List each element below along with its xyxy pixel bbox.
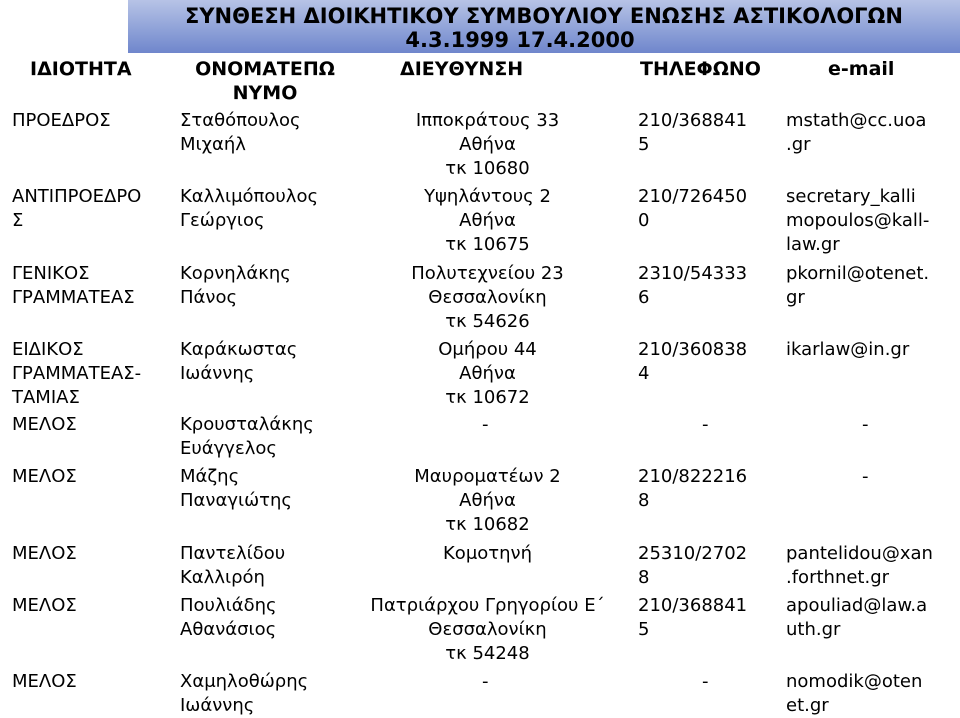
cell-email: mstath@cc.uoa .gr — [786, 110, 927, 155]
cell-address: Μαυροματέων 2 Αθήνα τκ 10682 — [414, 466, 561, 535]
cell-role: ΜΕΛΟΣ — [12, 466, 77, 487]
cell-name: Παντελίδου Καλλιρόη — [180, 543, 286, 588]
header-role: ΙΔΙΟΤΗΤΑ — [30, 58, 132, 80]
cell-address: Πατριάρχου Γρηγορίου Ε΄ Θεσσαλονίκη τκ 54248 — [370, 595, 605, 664]
cell-address: - — [482, 671, 489, 692]
cell-role: ΜΕΛΟΣ — [12, 671, 77, 692]
cell-name: Καράκωστας Ιωάννης — [180, 339, 298, 384]
header-phone: ΤΗΛΕΦΩΝΟ — [640, 58, 761, 80]
cell-address: Κομοτηνή — [443, 543, 532, 564]
cell-role: ΜΕΛΟΣ — [12, 543, 77, 564]
cell-phone: 210/368841 5 — [638, 110, 748, 155]
cell-email: nomodik@oten et.gr — [786, 671, 923, 716]
cell-email: ikarlaw@in.gr — [786, 339, 910, 360]
cell-name: Χαμηλοθώρης Ιωάννης — [180, 671, 309, 716]
cell-role: ΕΙΔΙΚΟΣ ΓΡΑΜΜΑΤΕΑΣ- ΤΑΜΙΑΣ — [12, 339, 142, 408]
cell-phone: 210/822216 8 — [638, 466, 748, 511]
cell-phone: 25310/2702 8 — [638, 543, 748, 588]
cell-name: Κορνηλάκης Πάνος — [180, 263, 291, 308]
cell-email: secretary_kalli mopoulos@kall- law.gr — [786, 186, 930, 255]
cell-phone: 210/360838 4 — [638, 339, 748, 384]
cell-phone: 210/368841 5 — [638, 595, 748, 640]
cell-name: Κρουσταλάκης Ευάγγελος — [180, 414, 314, 459]
cell-role: ΓΕΝΙΚΟΣ ΓΡΑΜΜΑΤΕΑΣ — [12, 263, 135, 308]
cell-name: Πουλιάδης Αθανάσιος — [180, 595, 277, 640]
cell-email: pantelidou@xan .forthnet.gr — [786, 543, 933, 588]
cell-address: Ομήρου 44 Αθήνα τκ 10672 — [438, 339, 537, 408]
cell-role: ΜΕΛΟΣ — [12, 414, 77, 435]
header-address: ΔΙΕΥΘΥΝΣΗ — [400, 58, 524, 80]
title-line-2: 4.3.1999 17.4.2000 — [405, 28, 635, 52]
cell-phone: 2310/54333 6 — [638, 263, 748, 308]
cell-address: Υψηλάντους 2 Αθήνα τκ 10675 — [424, 186, 551, 255]
cell-phone: - — [702, 671, 709, 692]
cell-role: ΑΝΤΙΠΡΟΕΔΡΟ Σ — [12, 186, 142, 231]
cell-email: pkornil@otenet. gr — [786, 263, 930, 308]
cell-phone: 210/726450 0 — [638, 186, 748, 231]
cell-name: Καλλιμόπουλος Γεώργιος — [180, 186, 319, 231]
title-line-1: ΣΥΝΘΕΣΗ ΔΙΟΙΚΗΤΙΚΟΥ ΣΥΜΒΟΥΛΙΟΥ ΕΝΩΣΗΣ ΑΣΤΙΚΟΛΟΓΩΝ — [185, 4, 903, 28]
cell-role: ΜΕΛΟΣ — [12, 595, 77, 616]
page-title — [128, 4, 960, 52]
cell-phone: - — [702, 414, 709, 435]
header-email: e-mail — [828, 58, 895, 80]
cell-email: - — [862, 466, 869, 487]
header-name: ΟΝΟΜΑΤΕΠΩ ΝΥΜΟ — [195, 58, 335, 104]
cell-role: ΠΡΟΕΔΡΟΣ — [12, 110, 111, 131]
cell-address: Ιπποκράτους 33 Αθήνα τκ 10680 — [415, 110, 560, 179]
cell-name: Σταθόπουλος Μιχαήλ — [180, 110, 301, 155]
cell-email: - — [862, 414, 869, 435]
cell-email: apouliad@law.a uth.gr — [786, 595, 928, 640]
cell-address: - — [482, 414, 489, 435]
cell-name: Μάζης Παναγιώτης — [180, 466, 292, 511]
cell-address: Πολυτεχνείου 23 Θεσσαλονίκη τκ 54626 — [411, 263, 564, 332]
